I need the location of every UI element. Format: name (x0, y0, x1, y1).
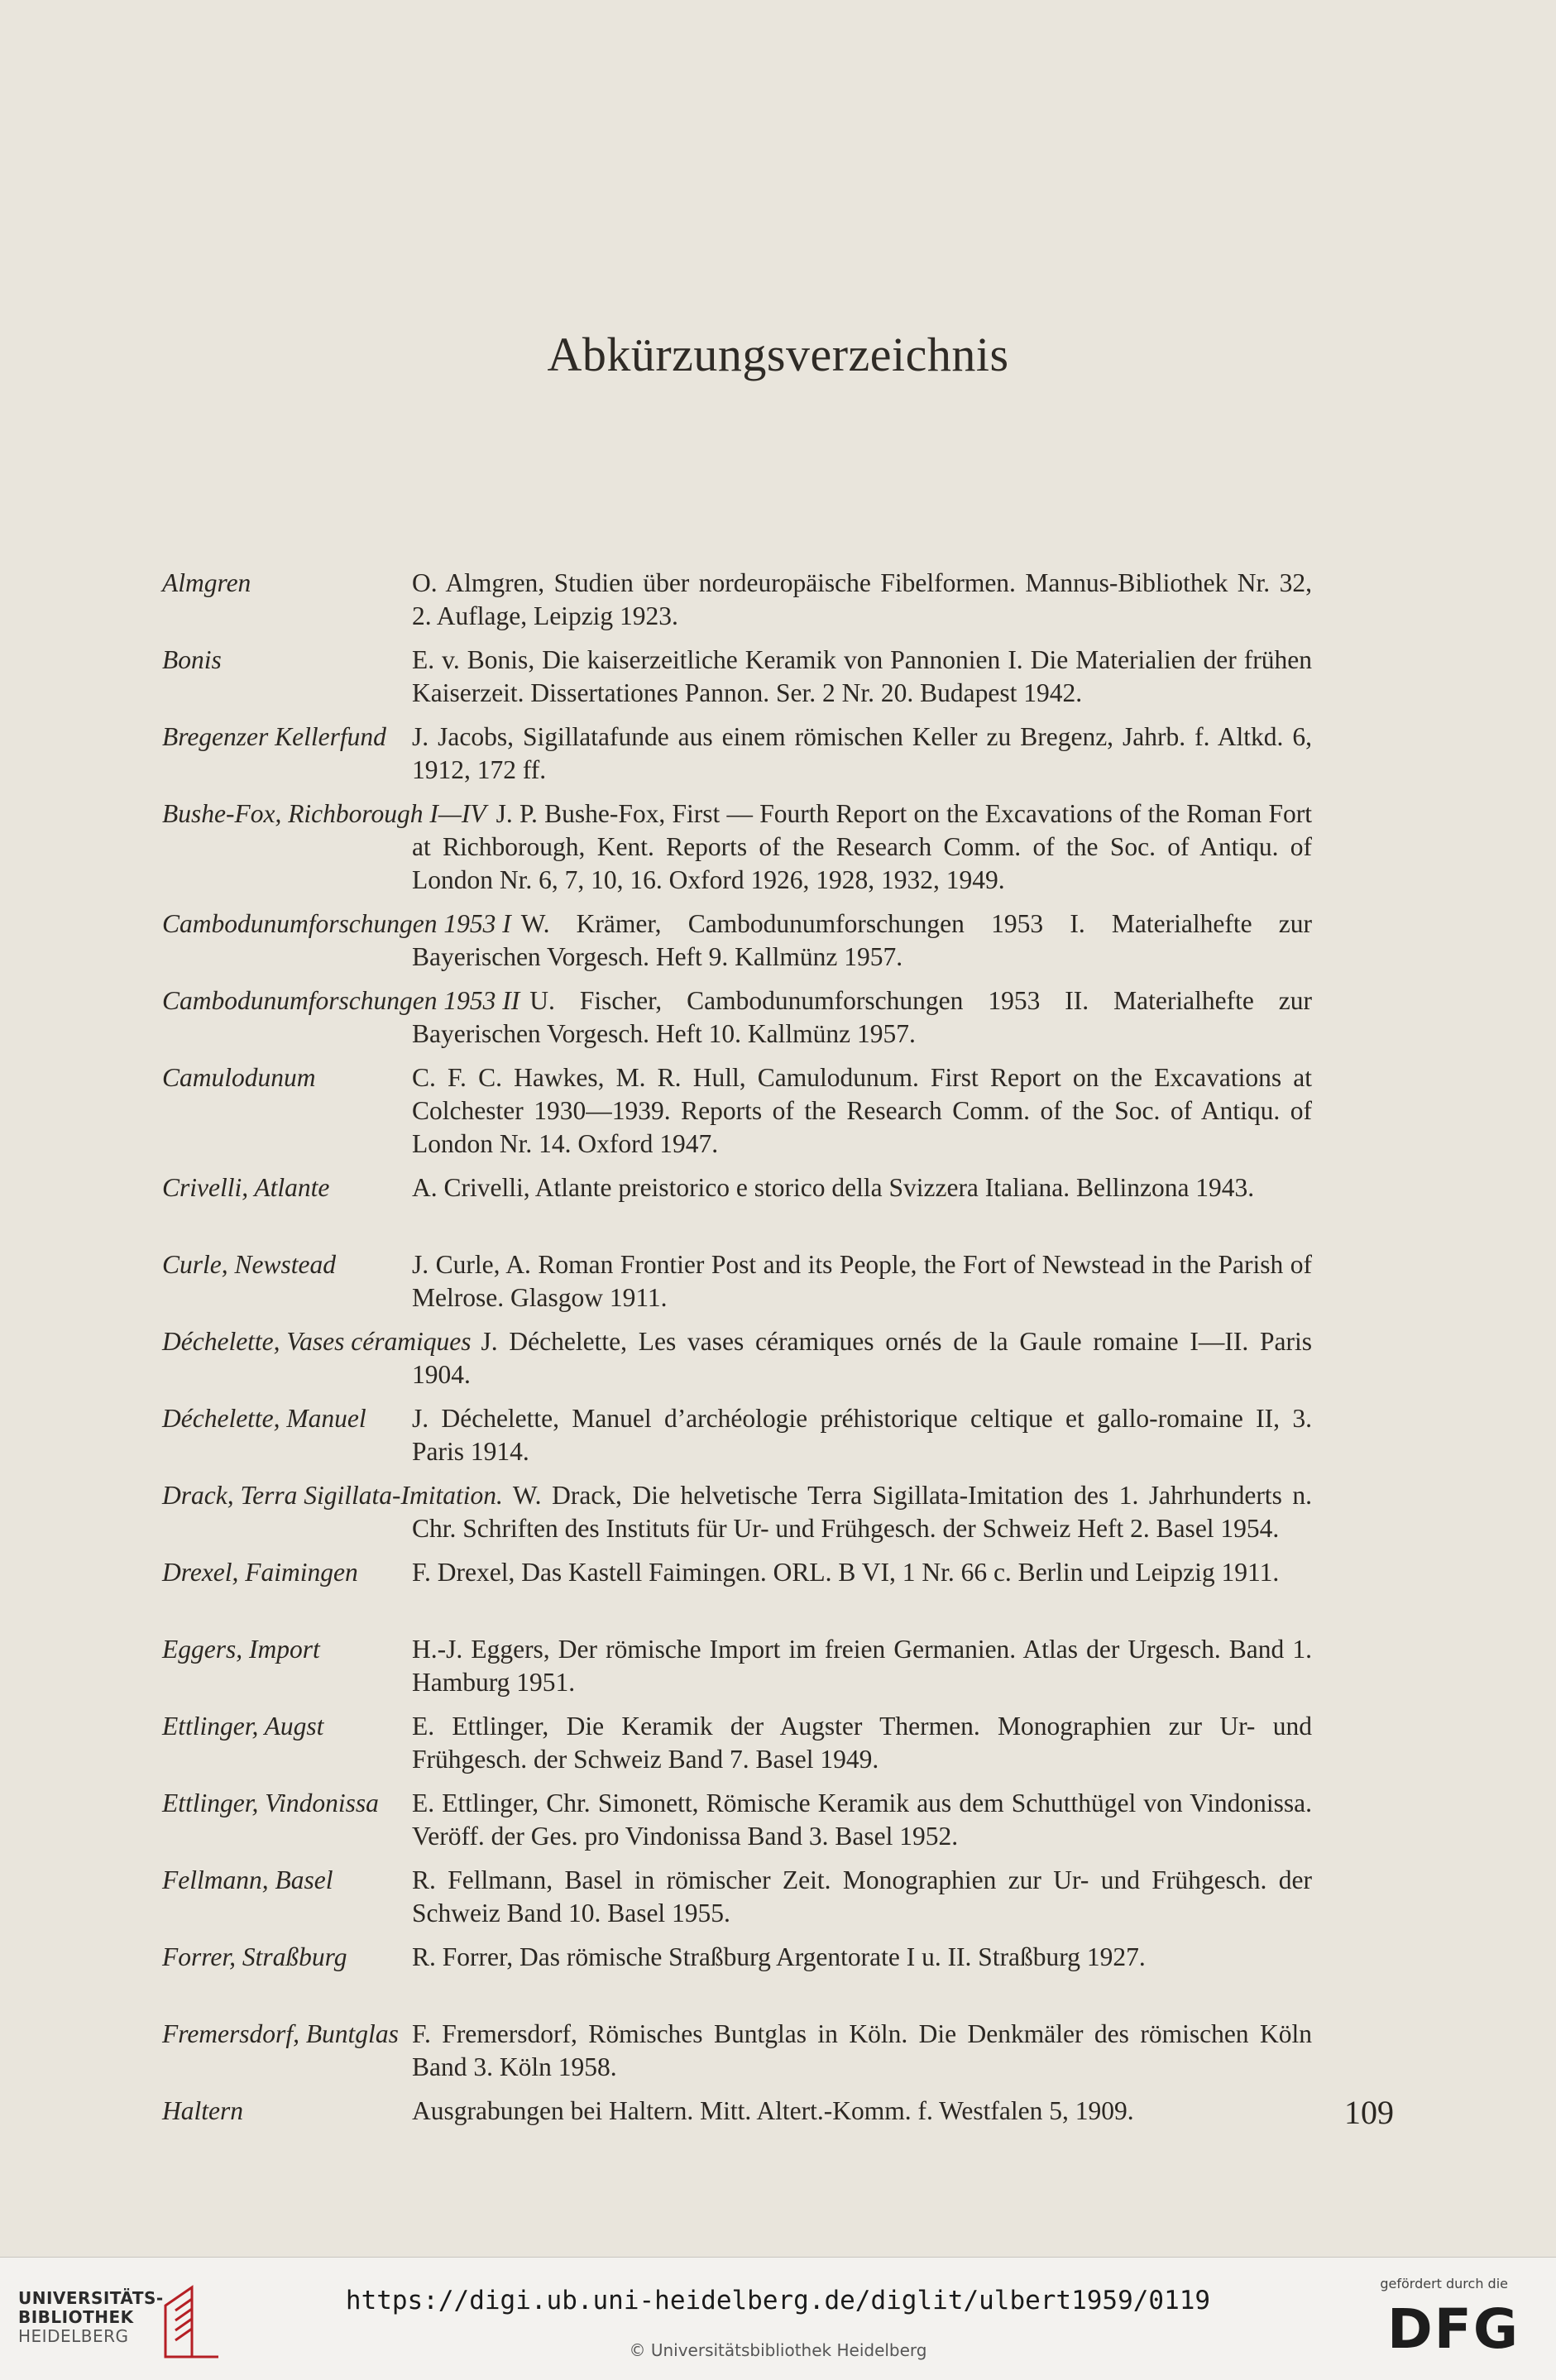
abbreviation-entry (162, 1710, 1312, 1776)
entry-reference: E. Ettlinger, Die Keramik der Augster Thermen. Monographien zur Ur- und Frühgesch. der Schweiz Band 7. Basel 1949. (412, 1712, 1312, 1774)
entry-abbreviation: Ettlinger, Vindonissa (162, 1789, 379, 1817)
entry-abbreviation: Crivelli, Atlante (162, 1173, 330, 1202)
entry-reference: C. F. C. Hawkes, M. R. Hull, Camulodunum. First Report on the Excavations at Colchester 1930—1939. Reports of the Research Comm. of the Soc. of Antiqu. of London Nr. 14. Oxford 1947. (412, 1063, 1312, 1158)
entry-reference: F. Fremersdorf, Römisches Buntglas in Köln. Die Denkmäler des römischen Köln Band 3. Köln 1958. (412, 2019, 1312, 2081)
entry-abbreviation: Cambodunumforschungen 1953 II (162, 986, 520, 1015)
viewer-footer (0, 2257, 1556, 2380)
abbreviation-entry (162, 1061, 1312, 1161)
entry-abbreviation: Eggers, Import (162, 1635, 320, 1664)
page-title: Abkürzungsverzeichnis (547, 328, 1009, 381)
abbreviation-entry (162, 1402, 1312, 1468)
abbreviation-entry (162, 1171, 1312, 1238)
abbreviation-entry (162, 644, 1312, 710)
entry-abbreviation: Camulodunum (162, 1063, 316, 1092)
entry-abbreviation: Almgren (162, 568, 251, 597)
funding-label: gefördert durch die (1380, 2276, 1508, 2291)
entry-abbreviation: Déchelette, Manuel (162, 1404, 366, 1433)
entry-reference: E. Ettlinger, Chr. Simonett, Römische Keramik aus dem Schutthügel von Vindonissa. Veröff. der Ges. pro Vindonissa Band 3. Basel 1952. (412, 1789, 1312, 1851)
copyright-notice: © Universitätsbibliothek Heidelberg (629, 2340, 927, 2360)
entry-abbreviation: Bonis (162, 645, 222, 674)
abbreviation-entry (162, 1787, 1312, 1853)
abbreviation-entry (162, 2095, 1312, 2161)
library-name: UNIVERSITÄTS- BIBLIOTHEK HEIDELBERG (18, 2288, 164, 2346)
abbreviation-entry (162, 1633, 1312, 1699)
abbreviation-list (162, 567, 1312, 2172)
page-number: 109 (1344, 2094, 1394, 2131)
abbreviation-entry (162, 1325, 1312, 1391)
abbreviation-entry (162, 1941, 1312, 2007)
entry-abbreviation: Forrer, Straßburg (162, 1942, 347, 1971)
entry-reference: J. P. Bushe-Fox, First — Fourth Report on the Excavations of the Roman Fort at Richborough, Kent. Reports of the Research Comm. of the Soc. of Antiqu. of London Nr. 6, 7, 10, 16. Oxford 1926, 1928, 1932, 1949. (412, 799, 1312, 894)
entry-abbreviation: Drexel, Faimingen (162, 1558, 358, 1587)
entry-abbreviation: Bushe-Fox, Richborough I—IV (162, 799, 486, 828)
entry-reference: J. Déchelette, Manuel d’archéologie préhistorique celtique et gallo-romaine II, 3. Paris 1914. (412, 1404, 1312, 1466)
abbreviation-entry (162, 2018, 1312, 2084)
entry-reference: R. Fellmann, Basel in römischer Zeit. Monographien zur Ur- und Frühgesch. der Schweiz Band 10. Basel 1955. (412, 1865, 1312, 1927)
abbreviation-entry (162, 1556, 1312, 1622)
entry-abbreviation: Bregenzer Kellerfund (162, 722, 386, 751)
abbreviation-entry (162, 1864, 1312, 1930)
entry-reference: W. Drack, Die helvetische Terra Sigillata-Imitation des 1. Jahrhunderts n. Chr. Schriften des Instituts für Ur- und Frühgesch. der Schweiz Heft 2. Basel 1954. (412, 1481, 1312, 1543)
entry-reference: H.-J. Eggers, Der römische Import im freien Germanien. Atlas der Urgesch. Band 1. Hamburg 1951. (412, 1635, 1312, 1697)
permalink-url[interactable]: https://digi.ub.uni-heidelberg.de/diglit/ulbert1959/0119 (345, 2286, 1211, 2315)
entry-reference: F. Drexel, Das Kastell Faimingen. ORL. B VI, 1 Nr. 66 c. Berlin und Leipzig 1911. (412, 1558, 1280, 1587)
entry-reference: J. Curle, A. Roman Frontier Post and its People, the Fort of Newstead in the Parish of Melrose. Glasgow 1911. (412, 1250, 1312, 1312)
entry-abbreviation: Fellmann, Basel (162, 1865, 333, 1894)
entry-reference: Ausgrabungen bei Haltern. Mitt. Altert.-Komm. f. Westfalen 5, 1909. (412, 2096, 1134, 2125)
entry-reference: U. Fischer, Cambodunumforschungen 1953 II. Materialhefte zur Bayerischen Vorgesch. Heft 10. Kallmünz 1957. (412, 986, 1312, 1048)
entry-abbreviation: Curle, Newstead (162, 1250, 336, 1279)
entry-reference: J. Déchelette, Les vases céramiques ornés de la Gaule romaine I—II. Paris 1904. (412, 1327, 1312, 1389)
entry-abbreviation: Drack, Terra Sigillata-Imitation. (162, 1481, 503, 1510)
abbreviation-entry (162, 567, 1312, 633)
abbreviation-entry (162, 1248, 1312, 1315)
entry-abbreviation: Ettlinger, Augst (162, 1712, 324, 1741)
abbreviation-entry (162, 907, 1312, 974)
entry-abbreviation: Haltern (162, 2096, 243, 2125)
entry-reference: A. Crivelli, Atlante preistorico e storico della Svizzera Italiana. Bellinzona 1943. (412, 1173, 1255, 1202)
abbreviation-entry (162, 984, 1312, 1051)
entry-reference: J. Jacobs, Sigillatafunde aus einem römischen Keller zu Bregenz, Jahrb. f. Altkd. 6, 1912, 172 ff. (412, 722, 1312, 784)
entry-reference: R. Forrer, Das römische Straßburg Argentorate I u. II. Straßburg 1927. (412, 1942, 1146, 1971)
dfg-logo: DFG (1386, 2297, 1520, 2361)
entry-abbreviation: Déchelette, Vases céramiques (162, 1327, 472, 1356)
entry-abbreviation: Fremersdorf, Buntglas (162, 2019, 399, 2048)
abbreviation-entry (162, 797, 1312, 897)
abbreviation-entry (162, 1479, 1312, 1545)
entry-reference: O. Almgren, Studien über nordeuropäische Fibelformen. Mannus-Bibliothek Nr. 32, 2. Auflage, Leipzig 1923. (412, 568, 1312, 630)
entry-abbreviation: Cambodunumforschungen 1953 I (162, 909, 511, 938)
entry-reference: W. Krämer, Cambodunumforschungen 1953 I. Materialhefte zur Bayerischen Vorgesch. Heft 9. Kallmünz 1957. (412, 909, 1312, 971)
abbreviation-entry (162, 721, 1312, 787)
entry-reference: E. v. Bonis, Die kaiserzeitliche Keramik von Pannonien I. Die Materialien der frühen Kaiserzeit. Dissertationes Pannon. Ser. 2 Nr. 20. Budapest 1942. (412, 645, 1312, 707)
